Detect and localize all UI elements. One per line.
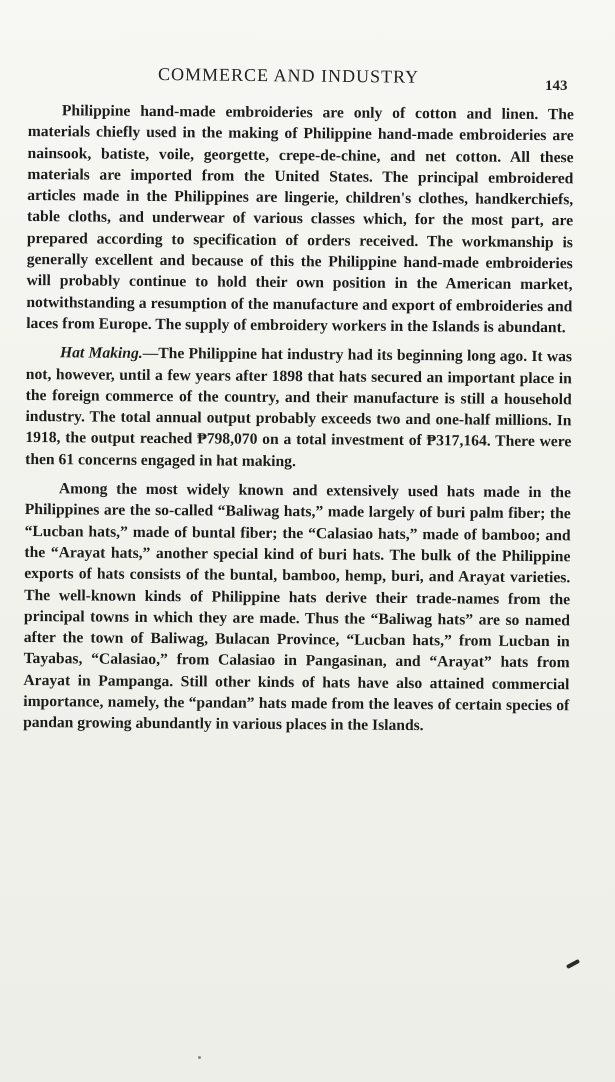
pencil-mark bbox=[566, 959, 580, 969]
body-text bbox=[23, 100, 574, 738]
paper-speck bbox=[198, 1056, 201, 1059]
page-number: 143 bbox=[545, 78, 568, 94]
paragraph-hat-varieties bbox=[23, 478, 571, 738]
paragraph-text: Among the most widely known and extensively used hats made in the Philippines are the so-called “Baliwag hats,” made largely of buri palm fiber; the “Lucban hats,” made of buntal fiber; the “Calasiao hats,” made of bamboo; and the “Arayat hats,” another special kind of buri hats. The bulk of the Philippine exports of hats consists of the buntal, bamboo, hemp, buri, and Arayat varieties. The well-known kinds of Philippine hats derive their trade-names from the principal towns in which they are made. Thus the “Baliwag hats” are so named after the town of Baliwag, Bulacan Province, “Lucban hats,” from Lucban in Tayabas, “Calasiao,” from Calasiao in Pangasinan, and “Arayat” hats from Arayat in Pampanga. Still other kinds of hats have also attained commercial importance, namely, the “pandan” hats made from the leaves of certain species of pandan growing abundantly in various places in the Islands. bbox=[23, 480, 571, 735]
paragraph-text: Philippine hand-made embroideries are only of cotton and linen. The materials chiefly used in the making of Philippine hand-made embroideries are nainsook, batiste, voile, georgette, crepe-de-chine, and net cotton. All these materials are imported from the United States. The principal embroidered articles made in the Philippines are lingerie, children's clothes, handkerchiefs, table cloths, and underwear of various classes which, for the most part, are prepared according to specification of orders received. The workmanship is generally excellent and because of this the Philippine hand-made embroideries will probably continue to hold their own position in the American market, notwithstanding a resumption of the manufacture and export of embroideries and laces from Europe. The supply of embroidery workers in the Islands is abundant. bbox=[26, 102, 574, 337]
running-title: COMMERCE AND INDUSTRY bbox=[157, 64, 420, 87]
paragraph-hat-making bbox=[25, 342, 572, 474]
section-heading-hat-making: Hat Making. bbox=[59, 344, 143, 363]
running-head bbox=[0, 58, 615, 98]
paragraph-embroideries bbox=[26, 100, 574, 339]
paragraph-text: —The Philippine hat industry had its beginning long ago. It was not, however, until a few years after 1898 that hats secured an important place in the foreign commerce of the country, and their manufacture is still a household industry. The total annual output probably exceeds two and one-half millions. In 1918, the output reached ₱798,070 on a total investment of ₱317,164. There were then 61 concerns engaged in hat making. bbox=[25, 345, 573, 470]
